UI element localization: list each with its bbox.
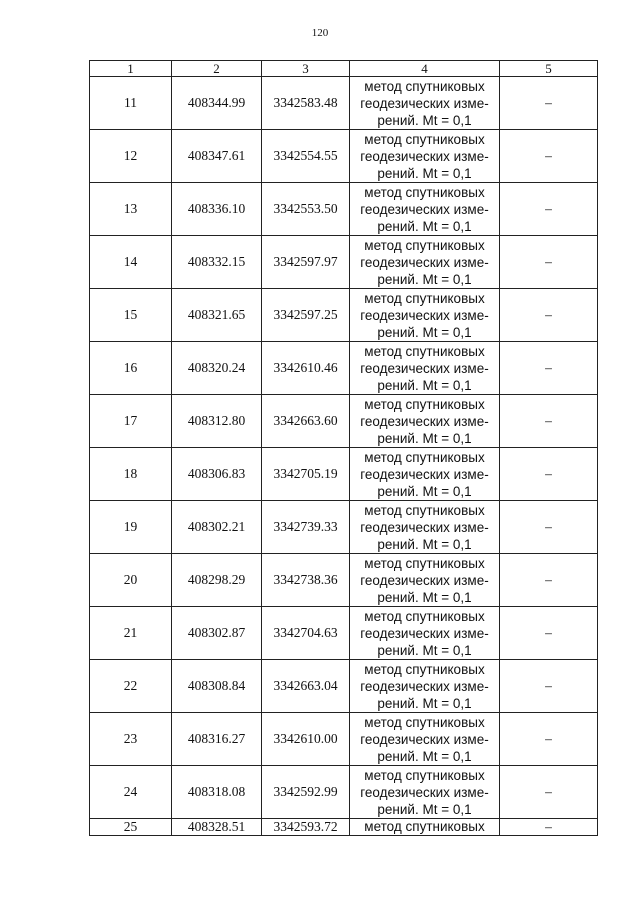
- page-number: 120: [311, 27, 329, 39]
- point-number-cell: 14: [90, 236, 172, 289]
- method-line: геодезических изме-: [360, 413, 489, 429]
- method-cell: [350, 607, 500, 660]
- note-cell: –: [500, 236, 598, 289]
- column-header-2: 2: [172, 61, 262, 77]
- y-coordinate-cell: 3342583.48: [262, 77, 350, 130]
- note-cell: –: [500, 766, 598, 819]
- method-line: метод спутниковых: [364, 290, 485, 306]
- method-line: рений. Mt = 0,1: [377, 377, 472, 393]
- y-coordinate-cell: 3342663.04: [262, 660, 350, 713]
- method-line: метод спутниковых: [364, 767, 485, 783]
- y-coordinate-cell: 3342738.36: [262, 554, 350, 607]
- method-line: рений. Mt = 0,1: [377, 324, 472, 340]
- note-cell: –: [500, 342, 598, 395]
- table-row: [90, 766, 598, 819]
- method-cell: [350, 289, 500, 342]
- method-line: метод спутниковых: [364, 343, 485, 359]
- point-number-cell: 15: [90, 289, 172, 342]
- y-coordinate-cell: 3342610.00: [262, 713, 350, 766]
- note-cell: –: [500, 395, 598, 448]
- method-cell: [350, 448, 500, 501]
- method-line: геодезических изме-: [360, 625, 489, 641]
- method-line: метод спутниковых: [364, 131, 485, 147]
- y-coordinate-cell: 3342739.33: [262, 501, 350, 554]
- method-line: рений. Mt = 0,1: [377, 695, 472, 711]
- table-row: [90, 713, 598, 766]
- note-cell: –: [500, 554, 598, 607]
- method-line: рений. Mt = 0,1: [377, 748, 472, 764]
- x-coordinate-cell: 408316.27: [172, 713, 262, 766]
- note-cell: –: [500, 607, 598, 660]
- note-cell: –: [500, 130, 598, 183]
- method-line: геодезических изме-: [360, 254, 489, 270]
- point-number-cell: 12: [90, 130, 172, 183]
- y-coordinate-cell: 3342704.63: [262, 607, 350, 660]
- x-coordinate-cell: 408321.65: [172, 289, 262, 342]
- x-coordinate-cell: 408344.99: [172, 77, 262, 130]
- point-number-cell: 23: [90, 713, 172, 766]
- x-coordinate-cell: 408332.15: [172, 236, 262, 289]
- note-cell: –: [500, 819, 598, 836]
- method-line: рений. Mt = 0,1: [377, 642, 472, 658]
- y-coordinate-cell: 3342705.19: [262, 448, 350, 501]
- method-line: метод спутниковых: [364, 396, 485, 412]
- point-number-cell: 16: [90, 342, 172, 395]
- method-line: рений. Mt = 0,1: [377, 112, 472, 128]
- method-line: метод спутниковых: [364, 661, 485, 677]
- x-coordinate-cell: 408336.10: [172, 183, 262, 236]
- table-row: [90, 289, 598, 342]
- method-cell: [350, 395, 500, 448]
- method-line: метод спутниковых: [364, 237, 485, 253]
- y-coordinate-cell: 3342610.46: [262, 342, 350, 395]
- table-row: [90, 660, 598, 713]
- point-number-cell: 17: [90, 395, 172, 448]
- table-row: [90, 554, 598, 607]
- method-cell: [350, 130, 500, 183]
- y-coordinate-cell: 3342593.72: [262, 819, 350, 836]
- table-row: [90, 395, 598, 448]
- method-cell: [350, 77, 500, 130]
- point-number-cell: 11: [90, 77, 172, 130]
- method-line: рений. Mt = 0,1: [377, 483, 472, 499]
- column-header-1: 1: [90, 61, 172, 77]
- method-line: метод спутниковых: [364, 78, 485, 94]
- method-line: геодезических изме-: [360, 148, 489, 164]
- method-line: геодезических изме-: [360, 678, 489, 694]
- method-line: геодезических изме-: [360, 784, 489, 800]
- table-row: [90, 236, 598, 289]
- coordinates-table: [89, 60, 598, 836]
- x-coordinate-cell: 408312.80: [172, 395, 262, 448]
- method-line: геодезических изме-: [360, 201, 489, 217]
- table-row: [90, 501, 598, 554]
- method-line: метод спутниковых: [364, 608, 485, 624]
- column-header-3: 3: [262, 61, 350, 77]
- table-row: [90, 819, 598, 836]
- x-coordinate-cell: 408328.51: [172, 819, 262, 836]
- method-line: рений. Mt = 0,1: [377, 589, 472, 605]
- note-cell: –: [500, 660, 598, 713]
- method-line: метод спутниковых: [364, 714, 485, 730]
- x-coordinate-cell: 408306.83: [172, 448, 262, 501]
- method-line: рений. Mt = 0,1: [377, 430, 472, 446]
- method-line: геодезических изме-: [360, 307, 489, 323]
- table-row: [90, 183, 598, 236]
- y-coordinate-cell: 3342663.60: [262, 395, 350, 448]
- method-line: рений. Mt = 0,1: [377, 165, 472, 181]
- method-line: рений. Mt = 0,1: [377, 536, 472, 552]
- y-coordinate-cell: 3342592.99: [262, 766, 350, 819]
- method-line: геодезических изме-: [360, 466, 489, 482]
- y-coordinate-cell: 3342553.50: [262, 183, 350, 236]
- x-coordinate-cell: 408302.21: [172, 501, 262, 554]
- method-line: метод спутниковых: [364, 184, 485, 200]
- column-header-4: 4: [350, 61, 500, 77]
- point-number-cell: 18: [90, 448, 172, 501]
- y-coordinate-cell: 3342597.25: [262, 289, 350, 342]
- method-cell: [350, 236, 500, 289]
- point-number-cell: 13: [90, 183, 172, 236]
- note-cell: –: [500, 183, 598, 236]
- method-line: рений. Mt = 0,1: [377, 801, 472, 817]
- point-number-cell: 25: [90, 819, 172, 836]
- method-cell: [350, 342, 500, 395]
- point-number-cell: 22: [90, 660, 172, 713]
- note-cell: –: [500, 501, 598, 554]
- method-cell: [350, 554, 500, 607]
- method-cell: [350, 766, 500, 819]
- method-line: геодезических изме-: [360, 572, 489, 588]
- method-cell: [350, 713, 500, 766]
- point-number-cell: 19: [90, 501, 172, 554]
- table-row: [90, 342, 598, 395]
- method-line: рений. Mt = 0,1: [377, 271, 472, 287]
- y-coordinate-cell: 3342597.97: [262, 236, 350, 289]
- point-number-cell: 21: [90, 607, 172, 660]
- y-coordinate-cell: 3342554.55: [262, 130, 350, 183]
- method-line: метод спутниковых: [364, 555, 485, 571]
- x-coordinate-cell: 408347.61: [172, 130, 262, 183]
- x-coordinate-cell: 408318.08: [172, 766, 262, 819]
- table-row: [90, 77, 598, 130]
- x-coordinate-cell: 408308.84: [172, 660, 262, 713]
- table-row: [90, 607, 598, 660]
- table-row: [90, 130, 598, 183]
- note-cell: –: [500, 713, 598, 766]
- method-line: геодезических изме-: [360, 360, 489, 376]
- point-number-cell: 20: [90, 554, 172, 607]
- method-line: метод спутниковых: [364, 449, 485, 465]
- method-cell: [350, 501, 500, 554]
- method-line: рений. Mt = 0,1: [377, 218, 472, 234]
- method-cell: [350, 183, 500, 236]
- note-cell: –: [500, 289, 598, 342]
- note-cell: –: [500, 77, 598, 130]
- method-line: геодезических изме-: [360, 519, 489, 535]
- method-line: метод спутниковых: [364, 502, 485, 518]
- method-line: геодезических изме-: [360, 731, 489, 747]
- note-cell: –: [500, 448, 598, 501]
- x-coordinate-cell: 408298.29: [172, 554, 262, 607]
- header-row: [90, 61, 598, 77]
- table-row: [90, 448, 598, 501]
- x-coordinate-cell: 408320.24: [172, 342, 262, 395]
- method-cell: метод спутниковых: [350, 819, 500, 836]
- point-number-cell: 24: [90, 766, 172, 819]
- column-header-5: 5: [500, 61, 598, 77]
- method-cell: [350, 660, 500, 713]
- x-coordinate-cell: 408302.87: [172, 607, 262, 660]
- method-line: геодезических изме-: [360, 95, 489, 111]
